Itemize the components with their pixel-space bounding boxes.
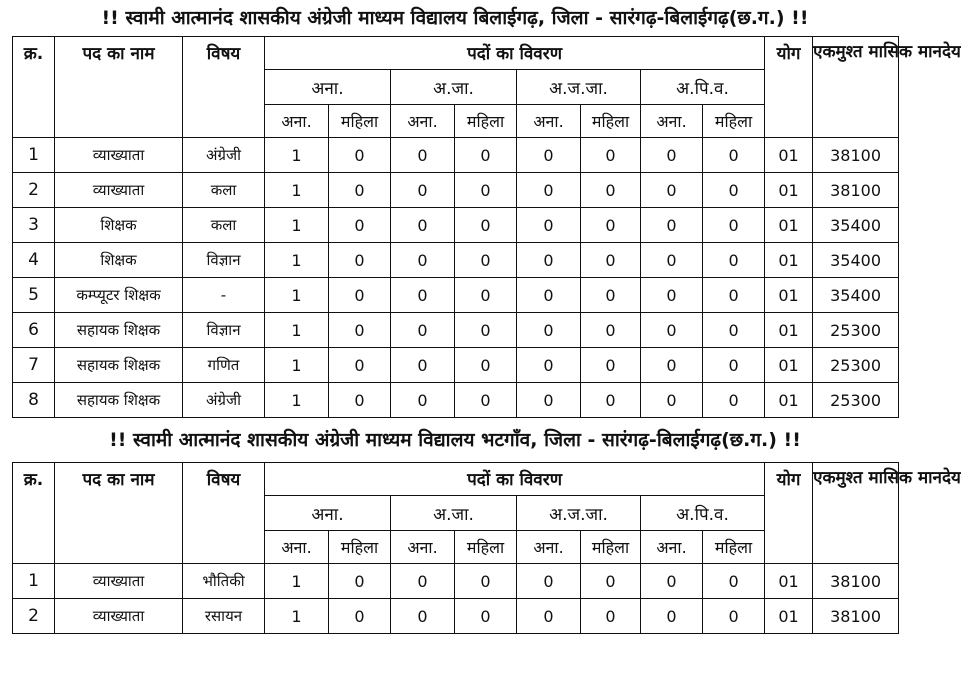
header-sub: अना. xyxy=(641,531,703,564)
cell-count: 0 xyxy=(391,564,455,599)
cell-subject: अंग्रेजी xyxy=(183,138,265,173)
cell-count: 0 xyxy=(641,243,703,278)
cell-count: 0 xyxy=(391,313,455,348)
cell-count: 0 xyxy=(455,564,517,599)
cell-count: 0 xyxy=(329,208,391,243)
cell-total: 01 xyxy=(765,383,813,418)
cell-count: 1 xyxy=(265,383,329,418)
cell-count: 0 xyxy=(329,173,391,208)
cell-subject: विज्ञान xyxy=(183,243,265,278)
cell-total: 01 xyxy=(765,313,813,348)
header-sub: महिला xyxy=(581,105,641,138)
table2-title: !! स्वामी आत्मानंद शासकीय अंग्रेजी माध्यम विद्यालय भटगाँव, जिला - सारंगढ़-बिलाईगढ़(छ.ग.) !! xyxy=(109,429,801,451)
cell-count: 0 xyxy=(581,348,641,383)
cell-post: व्याख्याता xyxy=(55,564,183,599)
cell-count: 1 xyxy=(265,208,329,243)
header-row xyxy=(13,37,899,70)
cell-count: 1 xyxy=(265,599,329,634)
cell-count: 0 xyxy=(391,599,455,634)
cell-count: 0 xyxy=(703,564,765,599)
cell-post: शिक्षक xyxy=(55,208,183,243)
cell-salary: 38100 xyxy=(813,564,899,599)
cell-subject: कला xyxy=(183,208,265,243)
cell-count: 0 xyxy=(581,599,641,634)
table-row xyxy=(13,348,899,383)
cell-count: 0 xyxy=(703,383,765,418)
cell-sno: 8 xyxy=(13,383,55,418)
cell-count: 0 xyxy=(703,208,765,243)
header-salary: एकमुश्त मासिक मानदेय xyxy=(813,37,899,138)
cell-count: 0 xyxy=(703,599,765,634)
cell-post: सहायक शिक्षक xyxy=(55,383,183,418)
table-row xyxy=(13,243,899,278)
header-salary: एकमुश्त मासिक मानदेय xyxy=(813,463,899,564)
header-group: अ.पि.व. xyxy=(641,70,765,105)
cell-count: 0 xyxy=(581,173,641,208)
cell-salary: 25300 xyxy=(813,348,899,383)
cell-post: व्याख्याता xyxy=(55,599,183,634)
table-row xyxy=(13,383,899,418)
cell-count: 0 xyxy=(641,564,703,599)
cell-count: 0 xyxy=(329,278,391,313)
cell-count: 0 xyxy=(641,348,703,383)
cell-count: 0 xyxy=(703,348,765,383)
cell-subject: विज्ञान xyxy=(183,313,265,348)
cell-count: 0 xyxy=(517,138,581,173)
cell-count: 0 xyxy=(455,173,517,208)
cell-subject: अंग्रेजी xyxy=(183,383,265,418)
cell-sno: 7 xyxy=(13,348,55,383)
cell-count: 0 xyxy=(391,138,455,173)
cell-count: 0 xyxy=(329,348,391,383)
header-group: अ.ज.जा. xyxy=(517,70,641,105)
header-post: पद का नाम xyxy=(55,37,183,138)
cell-count: 0 xyxy=(517,599,581,634)
cell-count: 1 xyxy=(265,243,329,278)
cell-total: 01 xyxy=(765,243,813,278)
cell-count: 0 xyxy=(703,138,765,173)
cell-subject: रसायन xyxy=(183,599,265,634)
cell-count: 0 xyxy=(581,208,641,243)
cell-count: 0 xyxy=(703,173,765,208)
header-sub: अना. xyxy=(265,531,329,564)
cell-total: 01 xyxy=(765,138,813,173)
cell-total: 01 xyxy=(765,208,813,243)
vacancy-table-1 xyxy=(12,36,961,418)
cell-count: 0 xyxy=(517,173,581,208)
header-sub: महिला xyxy=(703,105,765,138)
table-row xyxy=(13,278,899,313)
header-sub: अना. xyxy=(517,531,581,564)
cell-count: 0 xyxy=(391,278,455,313)
table-row xyxy=(13,564,899,599)
table-row xyxy=(13,173,899,208)
cell-count: 0 xyxy=(329,243,391,278)
cell-count: 0 xyxy=(581,243,641,278)
cell-count: 0 xyxy=(517,208,581,243)
cell-sno: 4 xyxy=(13,243,55,278)
header-subject: विषय xyxy=(183,463,265,564)
cell-count: 0 xyxy=(517,564,581,599)
cell-count: 0 xyxy=(517,383,581,418)
cell-post: कम्प्यूटर शिक्षक xyxy=(55,278,183,313)
cell-count: 0 xyxy=(329,313,391,348)
header-sno: क्र. xyxy=(13,463,55,564)
cell-count: 0 xyxy=(517,313,581,348)
cell-salary: 25300 xyxy=(813,313,899,348)
table-row xyxy=(13,208,899,243)
cell-salary: 35400 xyxy=(813,208,899,243)
header-group: अना. xyxy=(265,496,391,531)
header-group: अना. xyxy=(265,70,391,105)
cell-count: 0 xyxy=(581,313,641,348)
cell-total: 01 xyxy=(765,278,813,313)
cell-count: 1 xyxy=(265,313,329,348)
cell-count: 0 xyxy=(641,313,703,348)
header-details: पदों का विवरण xyxy=(265,37,765,70)
cell-count: 0 xyxy=(329,564,391,599)
cell-salary: 35400 xyxy=(813,243,899,278)
cell-subject: भौतिकी xyxy=(183,564,265,599)
cell-count: 0 xyxy=(641,599,703,634)
cell-count: 0 xyxy=(581,278,641,313)
cell-count: 0 xyxy=(581,383,641,418)
cell-count: 0 xyxy=(703,278,765,313)
cell-salary: 35400 xyxy=(813,278,899,313)
cell-count: 0 xyxy=(391,383,455,418)
cell-count: 1 xyxy=(265,564,329,599)
header-total: योग xyxy=(765,37,813,138)
cell-subject: - xyxy=(183,278,265,313)
header-sub: महिला xyxy=(581,531,641,564)
cell-count: 0 xyxy=(329,383,391,418)
cell-sno: 5 xyxy=(13,278,55,313)
cell-total: 01 xyxy=(765,348,813,383)
cell-sno: 1 xyxy=(13,138,55,173)
header-sub: अना. xyxy=(517,105,581,138)
header-group: अ.जा. xyxy=(391,70,517,105)
cell-total: 01 xyxy=(765,599,813,634)
cell-count: 0 xyxy=(581,138,641,173)
cell-count: 0 xyxy=(703,243,765,278)
cell-count: 0 xyxy=(641,383,703,418)
cell-count: 0 xyxy=(329,138,391,173)
cell-count: 0 xyxy=(455,383,517,418)
cell-salary: 38100 xyxy=(813,173,899,208)
header-post: पद का नाम xyxy=(55,463,183,564)
cell-sno: 2 xyxy=(13,173,55,208)
table-row xyxy=(13,599,899,634)
cell-count: 0 xyxy=(641,173,703,208)
cell-sno: 1 xyxy=(13,564,55,599)
cell-post: सहायक शिक्षक xyxy=(55,313,183,348)
cell-salary: 38100 xyxy=(813,138,899,173)
cell-subject: कला xyxy=(183,173,265,208)
cell-total: 01 xyxy=(765,564,813,599)
cell-post: व्याख्याता xyxy=(55,173,183,208)
header-sub: अना. xyxy=(391,531,455,564)
header-sub: महिला xyxy=(703,531,765,564)
header-group: अ.पि.व. xyxy=(641,496,765,531)
cell-count: 0 xyxy=(329,599,391,634)
cell-count: 0 xyxy=(455,348,517,383)
cell-count: 0 xyxy=(517,278,581,313)
cell-post: शिक्षक xyxy=(55,243,183,278)
cell-count: 0 xyxy=(641,138,703,173)
cell-count: 0 xyxy=(391,243,455,278)
cell-count: 1 xyxy=(265,348,329,383)
header-group: अ.ज.जा. xyxy=(517,496,641,531)
header-details: पदों का विवरण xyxy=(265,463,765,496)
cell-post: सहायक शिक्षक xyxy=(55,348,183,383)
cell-sno: 2 xyxy=(13,599,55,634)
header-subject: विषय xyxy=(183,37,265,138)
cell-count: 0 xyxy=(455,278,517,313)
cell-post: व्याख्याता xyxy=(55,138,183,173)
cell-count: 0 xyxy=(581,564,641,599)
cell-count: 1 xyxy=(265,278,329,313)
cell-total: 01 xyxy=(765,173,813,208)
cell-count: 0 xyxy=(455,599,517,634)
cell-count: 0 xyxy=(391,208,455,243)
header-group: अ.जा. xyxy=(391,496,517,531)
header-total: योग xyxy=(765,463,813,564)
cell-sno: 3 xyxy=(13,208,55,243)
table-row xyxy=(13,313,899,348)
header-sub: अना. xyxy=(641,105,703,138)
cell-count: 0 xyxy=(391,348,455,383)
header-sub: महिला xyxy=(455,531,517,564)
cell-count: 0 xyxy=(455,208,517,243)
header-sub: महिला xyxy=(329,531,391,564)
cell-count: 0 xyxy=(517,243,581,278)
cell-count: 0 xyxy=(455,243,517,278)
cell-count: 0 xyxy=(391,173,455,208)
cell-count: 0 xyxy=(641,208,703,243)
cell-count: 0 xyxy=(703,313,765,348)
header-sub: अना. xyxy=(265,105,329,138)
cell-count: 1 xyxy=(265,173,329,208)
cell-sno: 6 xyxy=(13,313,55,348)
vacancy-table-2 xyxy=(12,462,961,634)
cell-salary: 25300 xyxy=(813,383,899,418)
cell-count: 0 xyxy=(517,348,581,383)
cell-subject: गणित xyxy=(183,348,265,383)
cell-count: 0 xyxy=(641,278,703,313)
table1-title: !! स्वामी आत्मानंद शासकीय अंग्रेजी माध्यम विद्यालय बिलाईगढ़, जिला - सारंगढ़-बिलाईगढ़(छ.ग.) !! xyxy=(101,7,809,29)
cell-count: 1 xyxy=(265,138,329,173)
table-row xyxy=(13,138,899,173)
header-row xyxy=(13,463,899,496)
cell-salary: 38100 xyxy=(813,599,899,634)
cell-count: 0 xyxy=(455,313,517,348)
header-sub: महिला xyxy=(455,105,517,138)
header-sno: क्र. xyxy=(13,37,55,138)
cell-count: 0 xyxy=(455,138,517,173)
header-sub: महिला xyxy=(329,105,391,138)
header-sub: अना. xyxy=(391,105,455,138)
